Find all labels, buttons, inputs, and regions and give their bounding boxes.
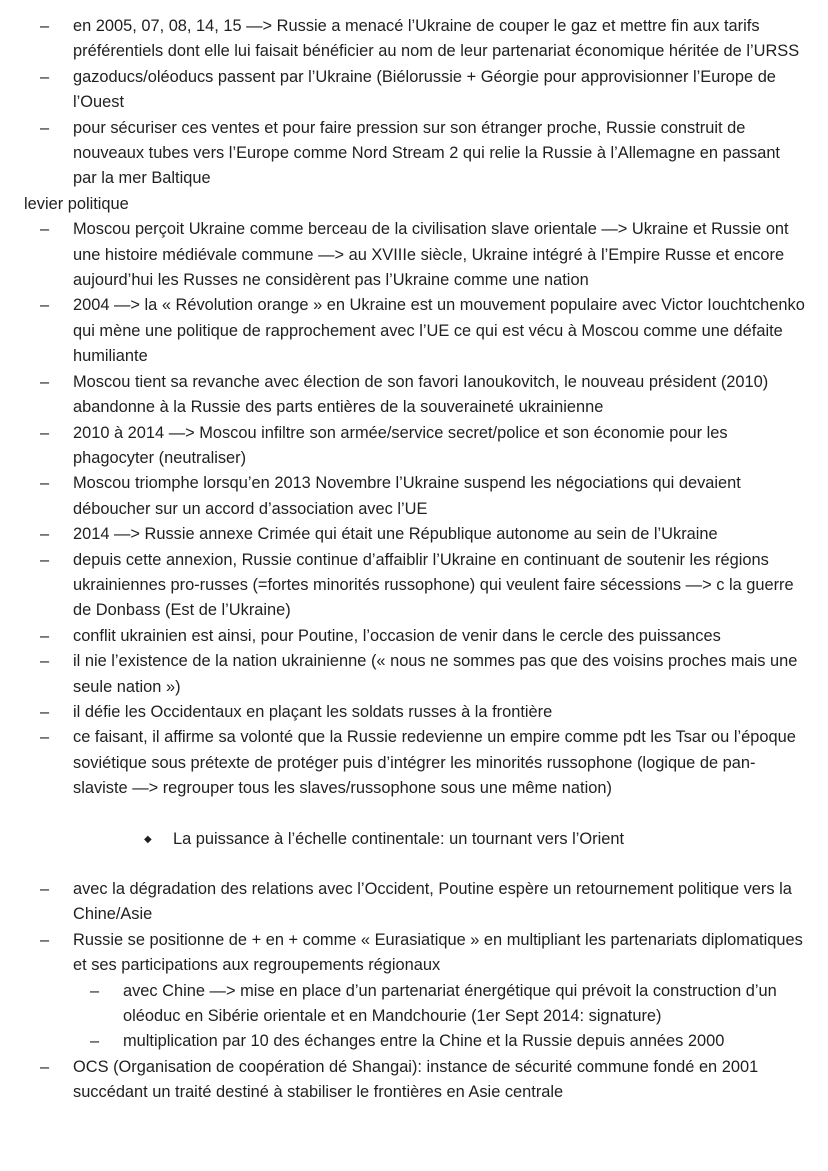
list-item-text: il nie l’existence de la nation ukrainienne (« nous ne sommes pas que des voisins proches mais une seule nation »)	[73, 652, 798, 696]
list-item-text: 2004 —> la « Révolution orange » en Ukraine est un mouvement populaire avec Victor Iouchtchenko qui mène une politique de rapprochement avec l’UE ce qui est vécu à Moscou comme une défaite humiliante	[73, 296, 805, 366]
list-item-text: pour sécuriser ces ventes et pour faire pression sur son étranger proche, Russie construit de nouveaux tubes vers l’Europe comme Nord Stream 2 qui relie la Russie à l’Allemagne en passant par la mer Baltique	[73, 118, 780, 188]
list-item-text: Moscou tient sa revanche avec élection de son favori Ianoukovitch, le nouveau président (2010) abandonne à la Russie des parts entières de la souveraineté ukrainienne	[73, 372, 769, 417]
list-item-text: en 2005, 07, 08, 14, 15 —> Russie a menacé l’Ukraine de couper le gaz et mettre fin aux tarifs préférentiels dont elle lui faisait bénéficier au nom de leur partenariat économique héritée de l’URSS	[73, 17, 800, 61]
dash-marker: –	[40, 67, 50, 86]
list-item	[24, 877, 808, 928]
dash-marker: –	[90, 981, 100, 1000]
list-item-text: 2014 —> Russie annexe Crimée qui était une République autonome au sein de l’Ukraine	[73, 525, 718, 544]
dash-marker: –	[40, 118, 50, 137]
sub-list-item-text: multiplication par 10 des échanges entre la Chine et la Russie depuis années 2000	[123, 1032, 725, 1051]
dash-marker: –	[40, 728, 50, 747]
dash-marker: –	[40, 17, 50, 35]
list-item	[24, 928, 808, 979]
sub-list-item-text: avec Chine —> mise en place d’un partenariat énergétique qui prévoit la construction d’un oléoduc en Sibérie orientale et en Mandchourie (1er Sept 2014: signature)	[123, 981, 777, 1026]
dash-marker: –	[40, 423, 50, 442]
list-item	[24, 548, 808, 624]
list-item-text: Russie se positionne de + en + comme « Eurasiatique » en multipliant les partenariats diplomatiques et ses participations aux regroupements régionaux	[73, 930, 803, 975]
dash-marker: –	[40, 550, 50, 569]
list-item	[24, 649, 808, 700]
sub-list-item	[24, 979, 808, 1030]
list-item	[24, 14, 808, 65]
dash-marker: –	[40, 1057, 50, 1076]
list-item-text: Moscou triomphe lorsqu’en 2013 Novembre l’Ukraine suspend les négociations qui devaient déboucher sur un accord d’association avec l’UE	[73, 474, 741, 518]
list-item-text: ce faisant, il affirme sa volonté que la Russie redevienne un empire comme pdt les Tsar ou l’époque soviétique sous prétexte de protéger puis d’intégrer les minorités russophone (logique de pan-slaviste —> regrouper tous les slaves/russophone sous une même nation)	[73, 728, 796, 798]
list-item	[24, 725, 808, 801]
sub-list-item	[24, 1029, 808, 1054]
dash-marker: –	[40, 626, 50, 645]
list-item	[24, 522, 808, 547]
list-item-text: conflit ukrainien est ainsi, pour Poutine, l’occasion de venir dans le cercle des puissances	[73, 626, 721, 645]
dash-marker: –	[40, 652, 50, 671]
list-item-text: avec la dégradation des relations avec l’Occident, Poutine espère un retournement politique vers la Chine/Asie	[73, 880, 792, 924]
dash-marker: –	[40, 525, 50, 544]
diamond-bullet-icon: ◆	[144, 833, 152, 845]
dash-marker: –	[40, 880, 50, 898]
list-item	[24, 700, 808, 725]
list-item	[24, 293, 808, 369]
list-item	[24, 471, 808, 522]
dash-marker: –	[40, 702, 50, 721]
section-title-text: La puissance à l’échelle continentale: un tournant vers l’Orient	[173, 829, 625, 848]
list-item-text: depuis cette annexion, Russie continue d’affaiblir l’Ukraine en continuant de soutenir les régions ukrainiennes pro-russes (=fortes minorités russophone) qui veulent faire sécessions —> c la guerre de Donbass (Est de l’Ukraine)	[73, 550, 794, 620]
list-item	[24, 624, 808, 649]
dash-marker: –	[90, 1032, 100, 1051]
section-title	[24, 827, 808, 852]
dash-marker: –	[40, 220, 50, 239]
dash-marker: –	[40, 296, 50, 315]
list-item	[24, 1055, 808, 1106]
list-item	[24, 217, 808, 293]
list-item	[24, 421, 808, 472]
list-item	[24, 65, 808, 116]
list-item	[24, 116, 808, 192]
list-item-text: Moscou perçoit Ukraine comme berceau de la civilisation slave orientale —> Ukraine et Russie ont une histoire médiévale commune —> au XVIIIe siècle, Ukraine intégré à l’Empire Russe et encore aujourd’hui les Russes ne considèrent pas l’Ukraine comme une nation	[73, 220, 789, 290]
list-item-text: 2010 à 2014 —> Moscou infiltre son armée/service secret/police et son économie pour les phagocyter (neutraliser)	[73, 423, 728, 467]
list-item	[24, 370, 808, 421]
heading-levier-politique: levier politique	[24, 194, 129, 213]
dash-marker: –	[40, 930, 50, 949]
list-item-text: gazoducs/oléoducs passent par l’Ukraine (Biélorussie + Géorgie pour approvisionner l’Europe de l’Ouest	[73, 67, 776, 112]
dash-marker: –	[40, 372, 50, 391]
list-item-text: OCS (Organisation de coopération dé Shangai): instance de sécurité commune fondé en 2001 succédant un traité destiné à stabiliser le frontières en Asie centrale	[73, 1057, 759, 1102]
dash-marker: –	[40, 474, 50, 493]
list-item-text: il défie les Occidentaux en plaçant les soldats russes à la frontière	[73, 702, 553, 721]
